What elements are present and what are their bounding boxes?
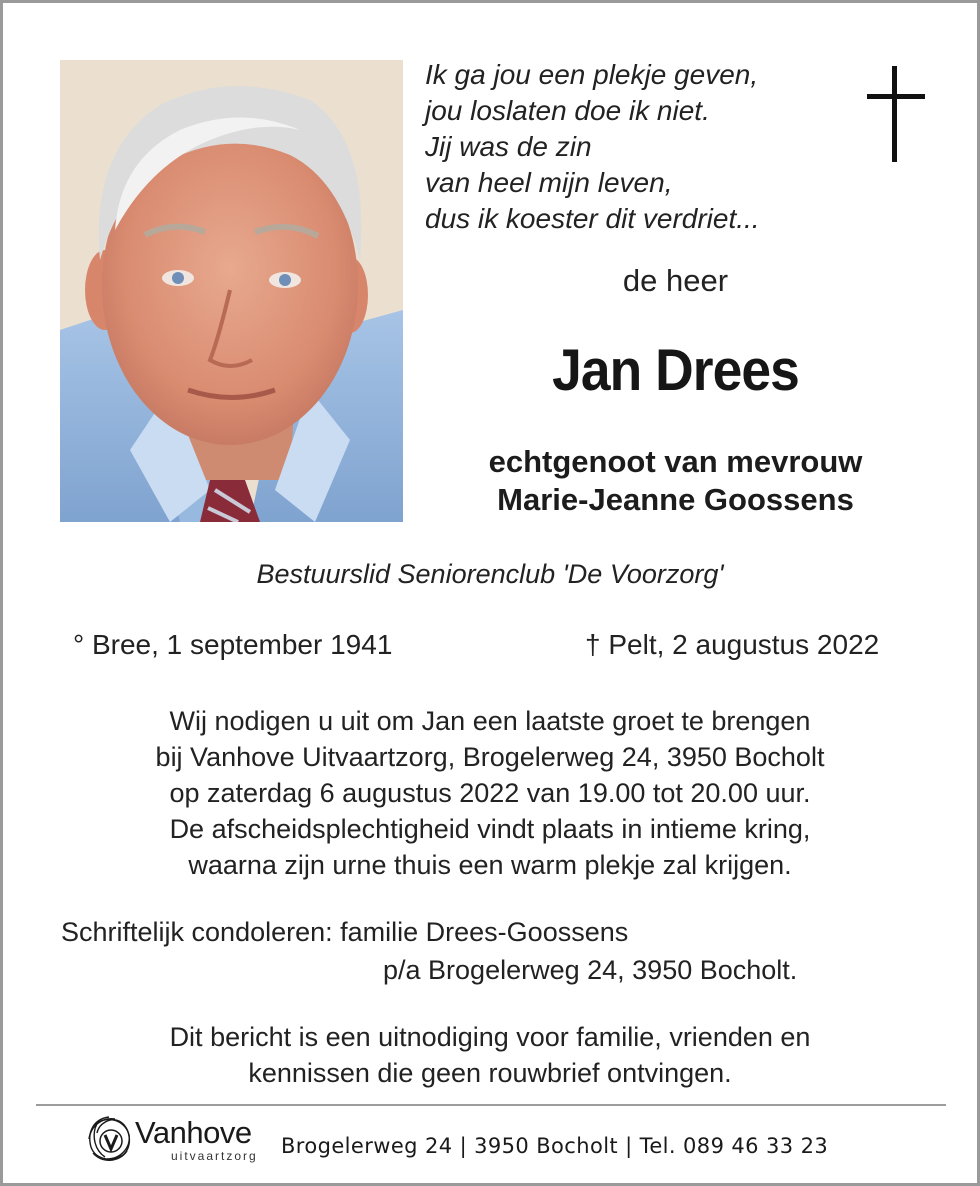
notice-text	[3, 1019, 977, 1091]
spouse-info	[423, 443, 928, 519]
poem-line: Ik ga jou een plekje geven,	[425, 59, 759, 90]
logo-subtitle: uitvaartzorg	[171, 1149, 258, 1163]
notice-line: Dit bericht is een uitnodiging voor familie, vrienden en	[169, 1022, 811, 1052]
role: Bestuurslid Seniorenclub 'De Voorzorg'	[256, 559, 724, 589]
invitation-text	[3, 703, 977, 883]
spouse-name: Marie-Jeanne Goossens	[497, 482, 854, 517]
divider	[36, 1104, 946, 1106]
cross-icon	[867, 66, 925, 162]
poem-line: van heel mijn leven,	[425, 167, 673, 198]
poem-line: Jij was de zin	[425, 131, 592, 162]
salutation: de heer	[622, 263, 729, 298]
poem-line: dus ik koester dit verdriet...	[425, 203, 760, 234]
logo-name: Vanhove	[135, 1115, 252, 1150]
footer-address: Brogelerweg 24 | 3950 Bocholt | Tel. 089 46 33 23	[281, 1134, 829, 1158]
birth-date: ° Bree, 1 september 1941	[73, 629, 393, 660]
invitation-line: op zaterdag 6 augustus 2022 van 19.00 tot 20.00 uur.	[169, 778, 811, 808]
notice-line: kennissen die geen rouwbrief ontvingen.	[248, 1058, 732, 1088]
invitation-line: De afscheidsplechtigheid vindt plaats in intieme kring,	[169, 814, 811, 844]
poem-line: jou loslaten doe ik niet.	[425, 95, 710, 126]
vanhove-logo	[85, 1113, 270, 1169]
condolence-info	[61, 913, 797, 989]
invitation-line: bij Vanhove Uitvaartzorg, Brogelerweg 24, 3950 Bocholt	[155, 742, 825, 772]
condolence-address: p/a Brogelerweg 24, 3950 Bocholt.	[383, 955, 798, 985]
logo-mark-icon	[85, 1113, 133, 1165]
invitation-line: Wij nodigen u uit om Jan een laatste groet te brengen	[169, 706, 811, 736]
condolence-line: Schriftelijk condoleren: familie Drees-Goossens	[61, 917, 629, 947]
deceased-name: Jan Drees	[552, 338, 799, 403]
portrait-photo	[60, 60, 403, 522]
invitation-line: waarna zijn urne thuis een warm plekje zal krijgen.	[188, 850, 792, 880]
poem	[425, 57, 760, 237]
spouse-line: echtgenoot van mevrouw	[488, 444, 863, 479]
death-date: † Pelt, 2 augustus 2022	[585, 629, 880, 660]
